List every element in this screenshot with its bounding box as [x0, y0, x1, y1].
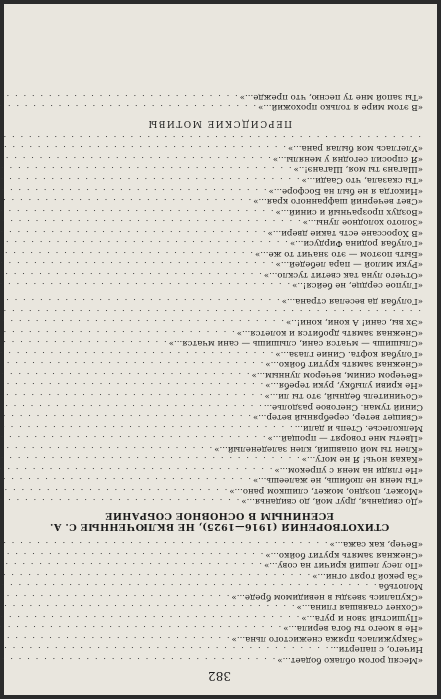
toc-entry-title: «Отчего луна так светит тускло...» — [263, 269, 423, 280]
toc-entry-title: Ничего, с паперти... — [330, 644, 423, 655]
toc-entry — [16, 196, 423, 207]
leader-dots — [0, 143, 286, 154]
toc-entry — [16, 454, 423, 465]
toc-entry-title: «Эх вы, сани! А кони, кони!..» — [285, 317, 423, 328]
toc-entry — [16, 602, 423, 613]
toc-entry — [16, 538, 423, 549]
leader-dots — [0, 317, 284, 328]
leader-dots — [0, 380, 263, 391]
toc-entry-title: «Клен ты мой опавший, клен заледенелый...» — [214, 443, 423, 454]
toc-entry-title: «Не гляди на меня с упреком...» — [274, 464, 423, 475]
toc-entry — [16, 369, 423, 380]
toc-entry — [16, 248, 423, 259]
toc-entry-title: «В этом мире я только прохожий...» — [258, 102, 423, 113]
toc-entry-title: «Снежная замять дробится и колется...» — [236, 327, 423, 338]
toc-entry-title: Синий туман. Снеговое раздолье... — [263, 401, 423, 412]
toc-block-3 — [16, 132, 423, 290]
toc-entry-title: «Снежная замять крутит бойко...» — [265, 359, 423, 370]
leader-dots — [0, 485, 227, 496]
leader-dots — [0, 623, 281, 634]
toc-entry — [16, 412, 423, 423]
toc-entry — [16, 654, 423, 665]
toc-entry — [16, 164, 423, 175]
toc-entry — [16, 581, 423, 592]
leader-dots — [0, 327, 235, 338]
leader-dots — [0, 412, 251, 423]
toc-entry — [16, 475, 423, 486]
toc-entry — [16, 591, 423, 602]
leader-dots — [0, 348, 273, 359]
toc-entry — [16, 306, 423, 317]
toc-entry-title: «Никогда я не был на Босфоре...» — [268, 185, 423, 196]
leader-dots — [0, 633, 230, 644]
section-subheading: ПЕРСИДСКИЕ МОТИВЫ — [146, 118, 293, 129]
leader-dots — [0, 174, 300, 185]
leader-dots — [0, 496, 239, 507]
leader-dots — [0, 581, 377, 592]
toc-entry — [16, 560, 423, 571]
toc-entry — [16, 359, 423, 370]
toc-entry-title: «Быть поэтом — это значит то же...» — [255, 248, 423, 259]
leader-dots — [0, 338, 167, 349]
leader-dots — [0, 433, 266, 444]
toc-entry — [16, 422, 423, 433]
toc-entry-title: «Пушистый звон и руга...» — [301, 612, 423, 623]
toc-entry-title: «Сочинитель бедный, это ты ли...» — [264, 390, 423, 401]
toc-entry-title: «Свет вечерний шафранного края...» — [253, 196, 423, 207]
leader-dots — [0, 454, 300, 465]
toc-entry-title: «Снежная замять крутит бойко...» — [265, 549, 423, 560]
leader-dots — [0, 227, 266, 238]
leader-dots — [0, 217, 301, 228]
leader-dots — [0, 91, 238, 102]
leader-dots — [0, 296, 280, 307]
toc-entry — [16, 644, 423, 655]
toc-entry — [16, 280, 423, 291]
toc-entry-title: Мелколесье. Степь и дали... — [294, 422, 423, 433]
leader-dots — [0, 654, 275, 665]
toc-entry-title: «Цветы мне говорят — прощай...» — [267, 433, 423, 444]
leader-dots — [0, 259, 274, 270]
toc-entry — [16, 227, 423, 238]
leader-dots — [0, 238, 288, 249]
leader-dots — [0, 538, 328, 549]
toc-entry-title: «Голубая родина Фирдуси...» — [289, 238, 423, 249]
toc-entry — [16, 327, 423, 338]
leader-dots — [0, 591, 229, 602]
toc-entry — [16, 153, 423, 164]
toc-entry — [16, 259, 423, 270]
leader-dots — [0, 443, 212, 454]
leader-dots — [0, 549, 263, 560]
toc-block-4 — [16, 91, 423, 112]
toc-entry-title: «Улеглась моя былая рана...» — [287, 143, 423, 154]
toc-entry-title: «Не в моего ты бога верила...» — [283, 623, 423, 634]
toc-entry-title: «Шаганэ ты моя, Шаганэ!..» — [293, 164, 423, 175]
toc-entry — [16, 132, 423, 143]
leader-dots — [0, 132, 421, 143]
toc-entry — [16, 496, 423, 507]
leader-dots — [0, 248, 253, 259]
toc-entry-title: «За рекой горят огни...» — [312, 570, 423, 581]
toc-entry — [16, 317, 423, 328]
toc-entry — [16, 143, 423, 154]
toc-entry-title: «Какая ночь! Я не могу...» — [301, 454, 423, 465]
toc-entry-title: Молотьба — [378, 581, 423, 592]
toc-entry — [16, 217, 423, 228]
toc-entry — [16, 338, 423, 349]
toc-entry-title: «По лесу леший кричит на сову...» — [264, 560, 423, 571]
leader-dots — [0, 269, 262, 280]
toc-entry-title: «Голубая кофта. Синие глаза...» — [275, 348, 423, 359]
leader-dots — [0, 612, 299, 623]
toc-entry-title: «Вечер, как сажа...» — [329, 538, 423, 549]
leader-dots — [0, 102, 256, 113]
toc-entry — [16, 269, 423, 280]
leader-dots — [0, 369, 250, 380]
toc-entry — [16, 91, 423, 102]
section-heading: СТИХОТВОРЕНИЯ (1916—1925), НЕ ВКЛЮЧЕННЫЕ С. А. ЕСЕНИНЫМ В ОСНОВНОЕ СОБРАНИЕ — [49, 510, 390, 533]
toc-entry-title: «Закружилась пряжа снежистого льна...» — [231, 633, 423, 644]
toc-entry-title: «Голубая да веселая страна...» — [281, 296, 423, 307]
toc-entry — [16, 185, 423, 196]
toc-entry — [16, 612, 423, 623]
page-number: 382 — [208, 669, 231, 683]
leader-dots — [0, 401, 262, 412]
toc-entry-title: «Сохнет стаявшая глина...» — [296, 602, 423, 613]
toc-entry — [16, 380, 423, 391]
leader-dots — [0, 196, 251, 207]
toc-entry — [16, 443, 423, 454]
toc-entry-title: «Свищет ветер, серебряный ветер...» — [252, 412, 423, 423]
leader-dots — [0, 422, 293, 433]
toc-entry — [16, 401, 423, 412]
toc-entry-title: «Я спросил сегодня у менялы...» — [272, 153, 423, 164]
toc-entry-title: «Может, поздно, может, слишком рано...» — [229, 485, 423, 496]
toc-entry-title: «Скупались звезды в невидимом бреде...» — [231, 591, 423, 602]
toc-entry-title: «Не криви улыбку, руки теребя...» — [265, 380, 423, 391]
toc-entry-title: «В Хороссане есть такие двери...» — [267, 227, 423, 238]
toc-entry-title: «Слышишь — мчатся сани, слышишь — сани мчатся...» — [168, 338, 423, 349]
toc-entry — [16, 238, 423, 249]
leader-dots — [0, 464, 272, 475]
leader-dots — [0, 306, 421, 317]
toc-entry — [16, 102, 423, 113]
toc-entry — [16, 174, 423, 185]
toc-block-2 — [16, 296, 423, 507]
leader-dots — [0, 280, 290, 291]
toc-entry-title: «Воздух прозрачный и синий...» — [275, 206, 423, 217]
toc-entry-title: «Ты меня не любишь, не жалеешь...» — [252, 475, 423, 486]
toc-entry-title: «Ты запой мне ту песню, что прежде...» — [239, 91, 423, 102]
leader-dots — [0, 602, 295, 613]
toc-entry — [16, 623, 423, 634]
book-page — [4, 4, 437, 695]
toc-entry-title: «Руки милой — пара лебедей...» — [275, 259, 423, 270]
toc-entry — [16, 348, 423, 359]
leader-dots — [0, 359, 263, 370]
leader-dots — [0, 390, 263, 401]
toc-entry — [16, 633, 423, 644]
toc-entry — [16, 464, 423, 475]
toc-entry-title: «Месяц рогом облако бодает...» — [277, 655, 423, 665]
leader-dots — [0, 164, 292, 175]
leader-dots — [0, 644, 328, 655]
toc-entry — [16, 549, 423, 560]
toc-entry — [16, 296, 423, 307]
toc-entry — [16, 485, 423, 496]
toc-entry — [16, 570, 423, 581]
toc-entry — [16, 206, 423, 217]
toc-entry — [16, 433, 423, 444]
leader-dots — [0, 206, 274, 217]
toc-entry-title: «Ты сказала, что Саади...» — [301, 175, 423, 186]
toc-block-1 — [16, 538, 423, 665]
leader-dots — [0, 153, 271, 164]
leader-dots — [0, 560, 262, 571]
toc-entry-title: «До свиданья, друг мой, до свиданья...» — [241, 496, 423, 507]
toc-entry — [16, 390, 423, 401]
toc-entry-title: «Золото холодное луны...» — [302, 217, 423, 228]
leader-dots — [0, 570, 310, 581]
leader-dots — [0, 185, 267, 196]
toc-entry-title: «Вечером синим, вечером лунным...» — [251, 369, 423, 380]
toc-entry-title: «Глупое сердце, не бейся!..» — [292, 280, 423, 291]
leader-dots — [0, 475, 251, 486]
